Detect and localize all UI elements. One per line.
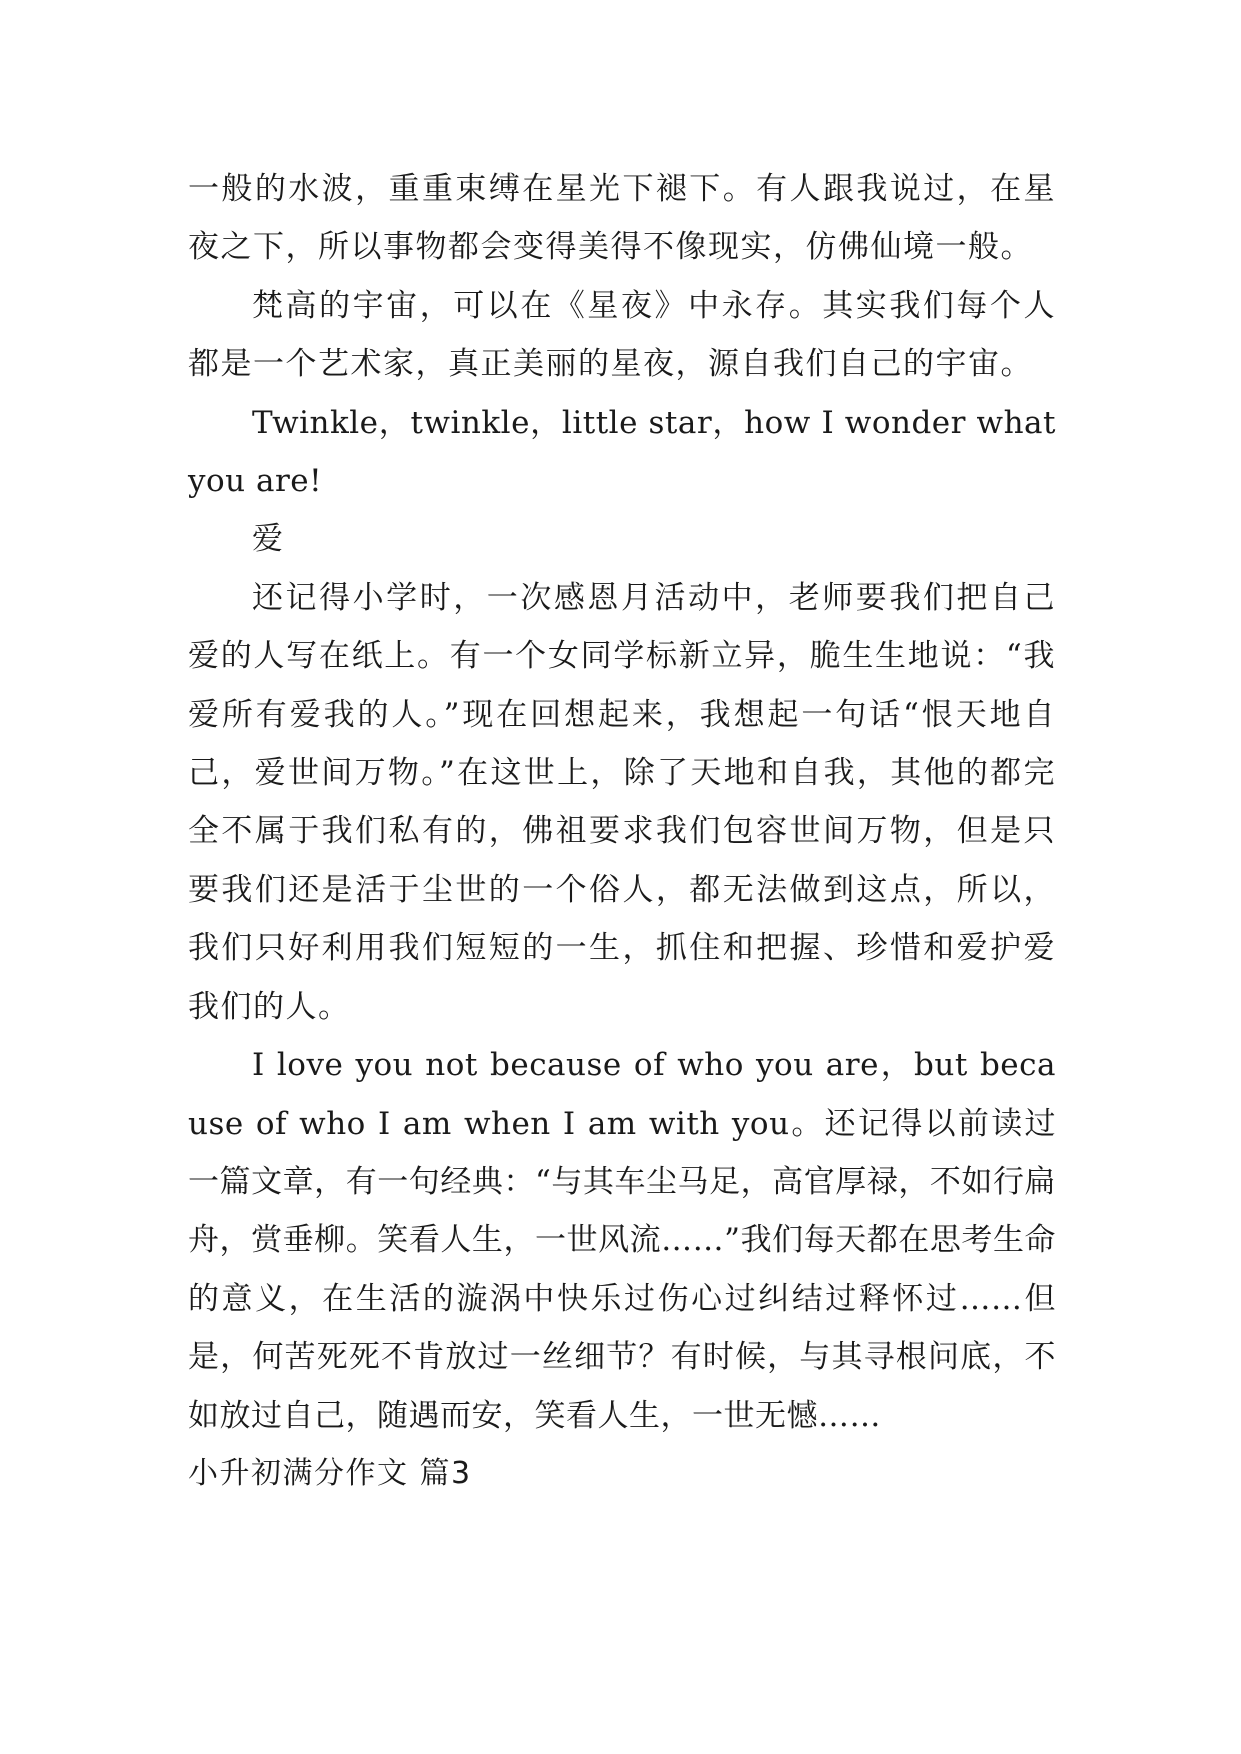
paragraph-van-gogh: 梵高的宇宙，可以在《星夜》中永存。其实我们每个人都是一个艺术家，真正美丽的星夜，源自我们自己的宇宙。	[188, 287, 1056, 383]
paragraph-gratitude-memory: 还记得小学时，一次感恩月活动中，老师要我们把自己爱的人写在纸上。有一个女同学标新立异，脆生生地说：“我爱所有爱我的人。”现在回想起来，我想起一句话“恨天地自己，爱世间万物。”在这世上，除了天地和自我，其他的都完全不属于我们私有的，佛祖要求我们包容世间万物，但是只要我们还是活于尘世的一个俗人，都无法做到这点，所以，我们只好利用我们短短的一生，抓住和把握、珍惜和爱护爱我们的人。	[188, 579, 1056, 1025]
section-heading: 小升初满分作文 篇3	[188, 1455, 472, 1491]
paragraph-love-title: 爱	[252, 521, 285, 558]
document-body	[188, 160, 1056, 1503]
paragraph-i-love-you: I love you not because of who you are，but because of who I am when I am with you。还记得以前读过一篇文章，有一句经典：“与其车尘马足，高官厚禄，不如行扁舟，赏垂柳。笑看人生，一世风流……”我们每天都在思考生命的意义，在生活的漩涡中快乐过伤心过纠结过释怀过……但是，何苦死死不肯放过一丝细节？有时候，与其寻根问底，不如放过自己，随遇而安，笑看人生，一世无憾……	[188, 1047, 1056, 1434]
paragraph-water-waves: 一般的水波，重重束缚在星光下褪下。有人跟我说过，在星夜之下，所以事物都会变得美得不像现实，仿佛仙境一般。	[188, 171, 1056, 266]
paragraph-twinkle: Twinkle，twinkle，little star，how I wonder what you are!	[188, 404, 1056, 500]
